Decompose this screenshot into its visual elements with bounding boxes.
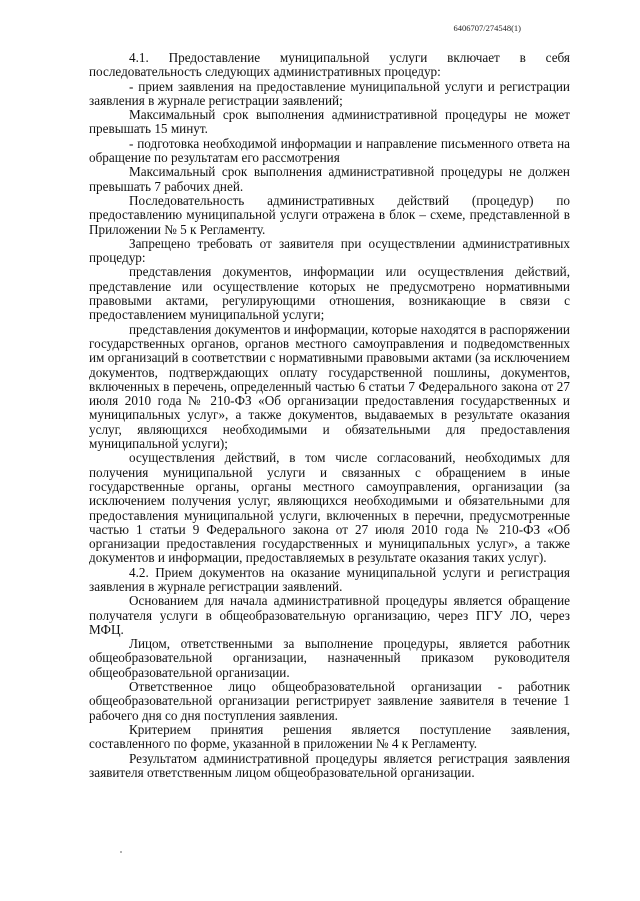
paragraph-response-deadline: Максимальный срок выполнения административной процедуры не должен превышать 7 рабочих дней. <box>89 164 570 194</box>
scan-speck <box>120 851 122 853</box>
paragraph-4-1: 4.1. Предоставление муниципальной услуги включает в себя последовательность следующих административных процедур: <box>89 50 570 80</box>
paragraph-prohibited-item-1: представления документов, информации или осуществления действий, представление или осуществление которых не предусмотрено нормативными правовыми актами, регулирующими отношения, возникающие в связи с предоставлением муниципальной услуги; <box>89 264 570 323</box>
paragraph-responsible: Лицом, ответственными за выполнение процедуры, является работник общеобразовательной организации, назначенный приказом руководителя общеобразовательной организации. <box>89 636 570 680</box>
paragraph-criterion: Критерием принятия решения является поступление заявления, составленного по форме, указанной в приложении № 4 к Регламенту. <box>89 721 570 752</box>
paragraph-sequence: Последовательность административных действий (процедур) по предоставлению муниципальной услуги отражена в блок – схеме, представленной в Приложении № 5 к Регламенту. <box>89 192 570 237</box>
paragraph-registration: Ответственное лицо общеобразовательной организации - работник общеобразовательной организации регистрирует заявление заявителя в течение 1 рабочего дня со дня поступления заявления. <box>89 679 570 723</box>
document-body <box>89 51 570 780</box>
paragraph-procedure-intake: - прием заявления на предоставление муниципальной услуги и регистрации заявления в журнале регистрации заявлений; <box>89 78 570 108</box>
paragraph-4-2: 4.2. Прием документов на оказание муниципальной услуги и регистрация заявления в журнале регистрации заявлений. <box>89 564 570 594</box>
document-id: 6406707/274548(1) <box>453 23 521 33</box>
paragraph-prohibited: Запрещено требовать от заявителя при осуществлении административных процедур: <box>89 235 570 266</box>
paragraph-intake-deadline: Максимальный срок выполнения административной процедуры не может превышать 15 минут. <box>89 107 570 137</box>
paragraph-basis: Основанием для начала административной процедуры является обращение получателя услуги в общеобразовательную организацию, через ПГУ ЛО, через МФЦ. <box>89 593 570 637</box>
paragraph-result: Результатом административной процедуры является регистрация заявления заявителя ответственным лицом общеобразовательной организации. <box>89 750 570 780</box>
paragraph-prohibited-item-2: представления документов и информации, которые находятся в распоряжении государственных органов, органов местного самоуправления и подведомственных им организаций в соответствии с нормативными правовыми актами (за исключением документов, подтверждающих оплату государственной пошлины, документов, включенных в перечень, определенный частью 6 статьи 7 Федерального закона от 27 июля 2010 года № 210-ФЗ «Об организации предоставления государственных и муниципальных услуг», а также документов, выдаваемых в результате оказания услуг, являющихся необходимыми и обязательными для предоставления муниципальной услуги); <box>89 321 570 452</box>
paragraph-procedure-response: - подготовка необходимой информации и направление письменного ответа на обращение по результатам его рассмотрения <box>89 135 570 166</box>
paragraph-prohibited-item-3: осуществления действий, в том числе согласований, необходимых для получения муниципальной услуги и связанных с обращением в иные государственные органы, органы местного самоуправления, организации (за исключением получения услуг, являющихся необходимыми и обязательными для предоставления муниципальной услуги, включенных в перечни, предусмотренные частью 1 статьи 9 Федерального закона от 27 июля 2010 года № 210-ФЗ «Об организации предоставления государственных и муниципальных услуг», а также документов и информации, предоставляемых в результате оказания таких услуг). <box>89 450 570 566</box>
